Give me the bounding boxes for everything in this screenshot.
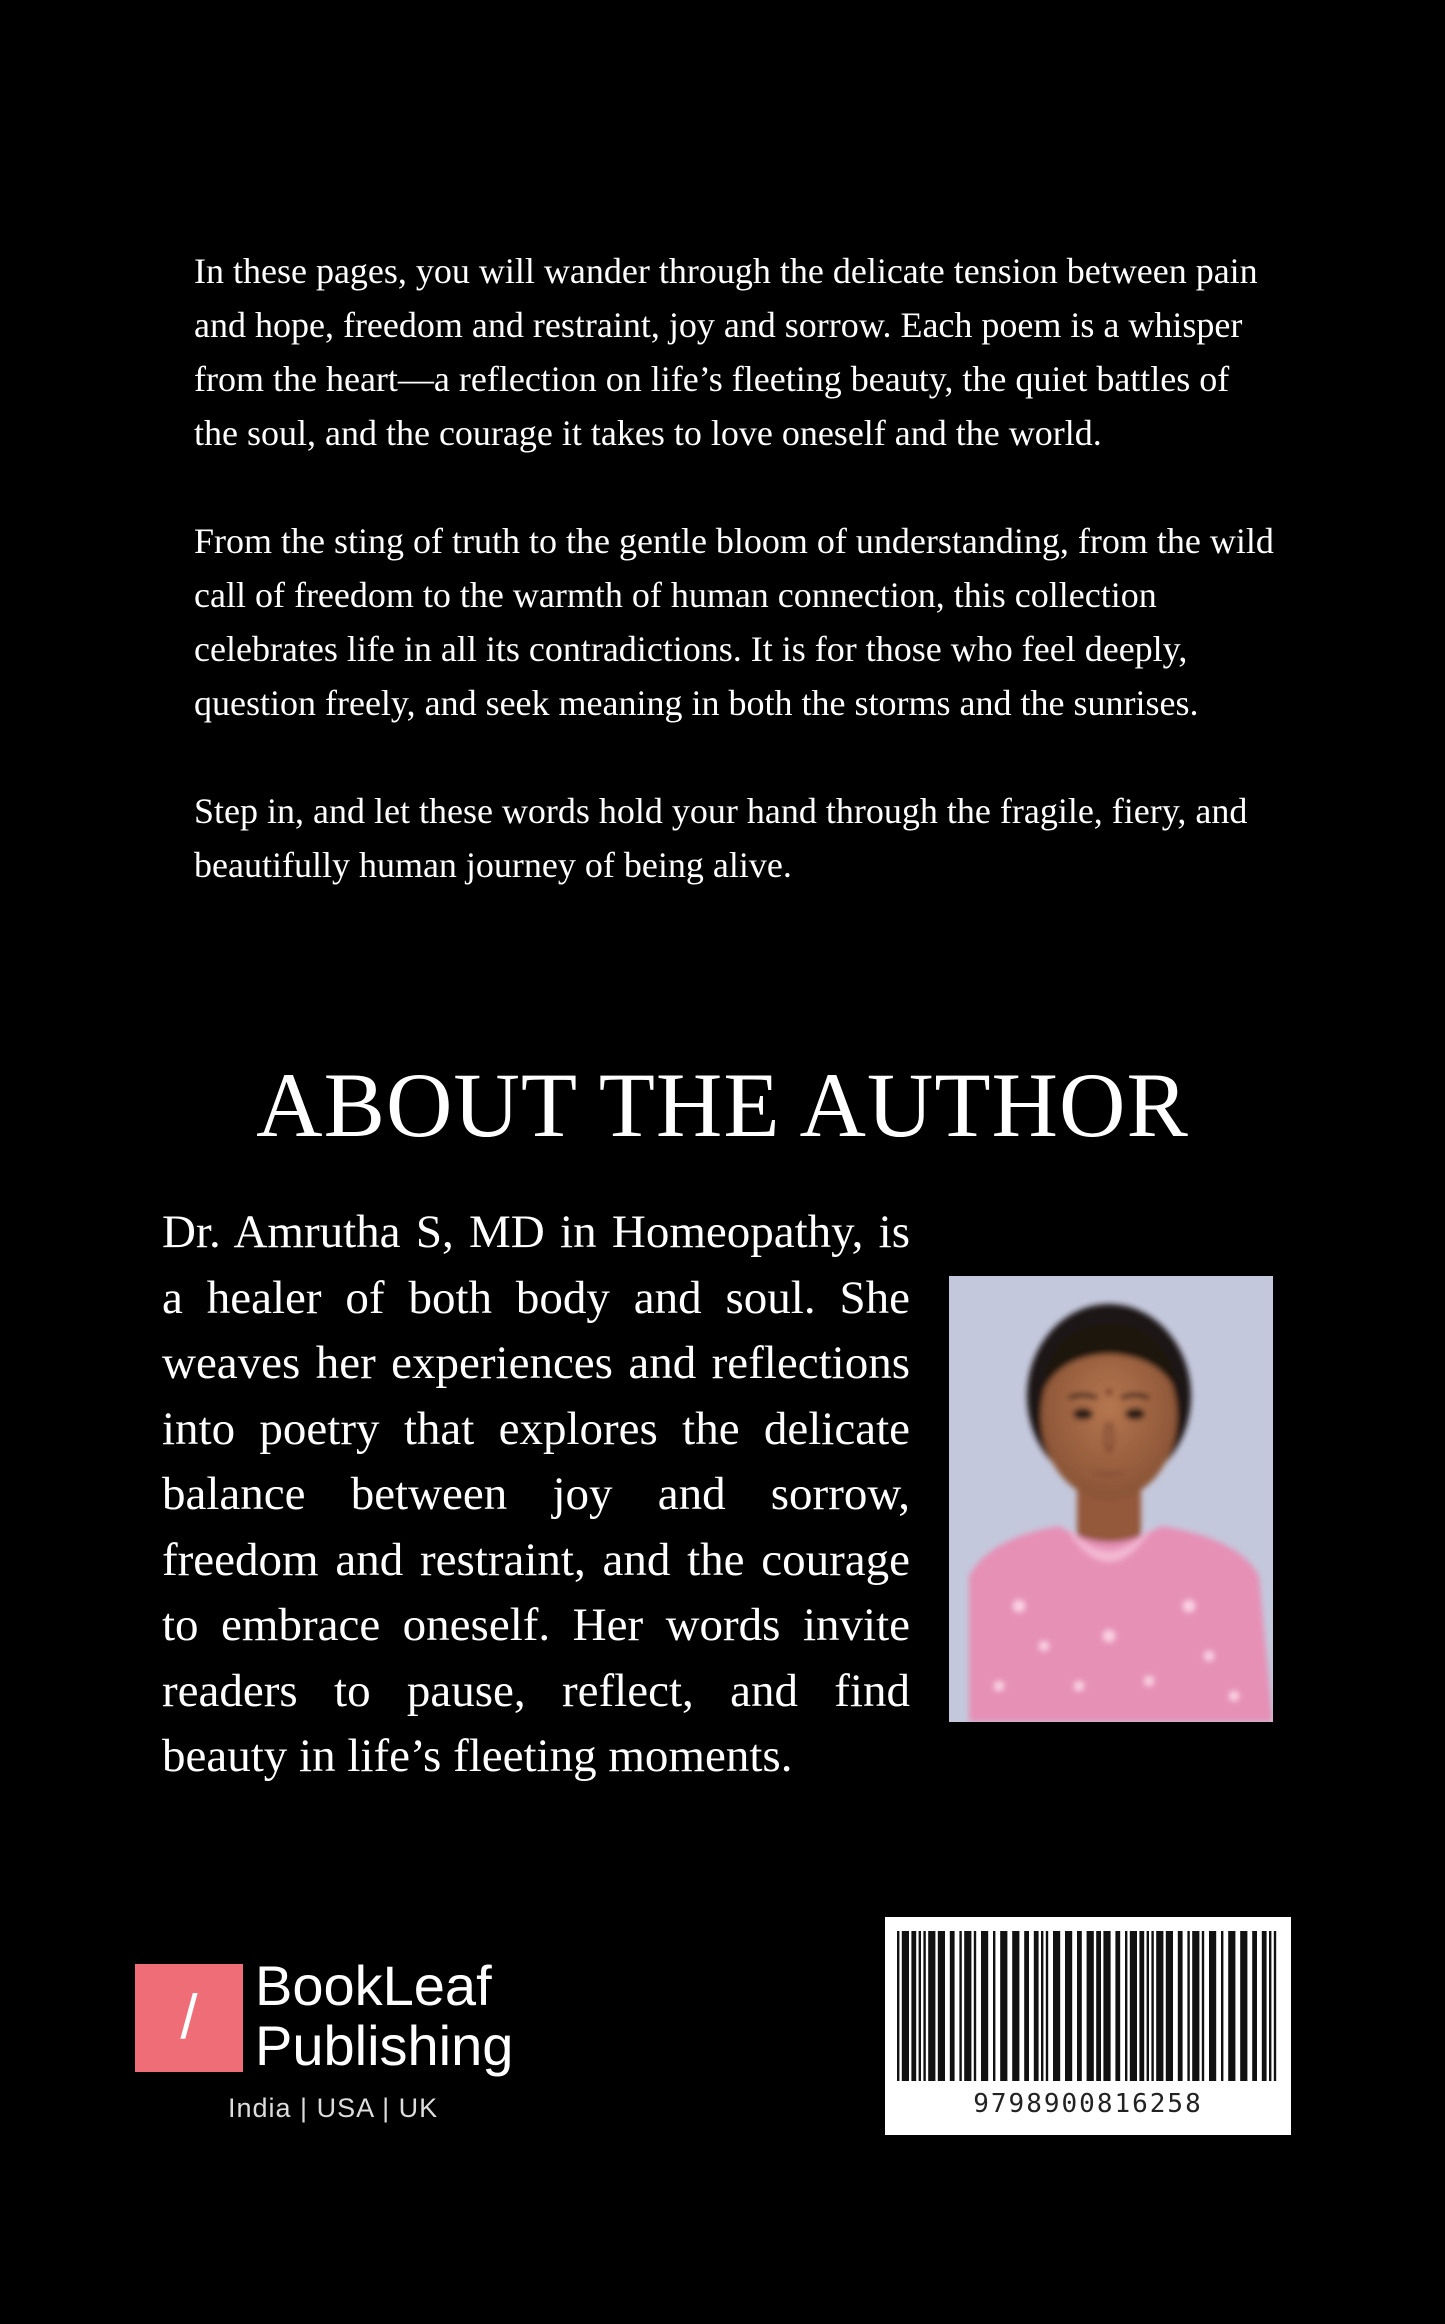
back-cover-blurb xyxy=(194,244,1274,946)
blurb-paragraph-1: In these pages, you will wander through the delicate tension between pain and hope, freedom and restraint, joy and sorrow. Each poem is a whisper from the heart—a reflection on life’s fleeting beauty, the quiet battles of the soul, and the courage it takes to love oneself and the world. xyxy=(194,251,1258,453)
barcode-bar xyxy=(959,1931,961,2081)
barcode-bar xyxy=(1077,1931,1082,2081)
author-bio: Dr. Amrutha S, MD in Homeopathy, is a healer of both body and soul. She weaves her experiences and reflections into poetry that explores the delicate balance between joy and sorrow, freedom and restraint, and the courage to embrace oneself. Her words invite readers to pause, reflect, and find beauty in life’s fleeting moments. xyxy=(162,1206,910,1782)
barcode-bar xyxy=(1065,1931,1072,2081)
barcode-bar xyxy=(1147,1931,1149,2081)
barcode-bar xyxy=(981,1931,988,2081)
barcode-bar xyxy=(1130,1931,1137,2081)
barcode-bar xyxy=(1274,1931,1276,2081)
barcode-bar xyxy=(1125,1931,1127,2081)
barcode-bar xyxy=(1228,1931,1235,2081)
barcode-bar xyxy=(950,1931,955,2081)
barcode-bar xyxy=(1202,1931,1204,2081)
barcode-bar xyxy=(1221,1931,1223,2081)
barcode-bar xyxy=(1034,1931,1039,2081)
barcode-bar xyxy=(1024,1931,1029,2081)
isbn-number: 9798900816258 xyxy=(973,2089,1203,2119)
barcode-bar xyxy=(1053,1931,1060,2081)
barcode-bar xyxy=(1046,1931,1048,2081)
blurb-paragraph-3: Step in, and let these words hold your hand through the fragile, fiery, and beautifully human journey of being alive. xyxy=(194,791,1248,885)
barcode-bar xyxy=(1240,1931,1247,2081)
barcode-bars xyxy=(897,1931,1279,2081)
about-the-author-heading: ABOUT THE AUTHOR xyxy=(256,1054,1189,1156)
slash-icon: / xyxy=(180,1983,198,2052)
barcode-bar xyxy=(923,1931,925,2081)
barcode-bar xyxy=(974,1931,976,2081)
barcode-bar xyxy=(1000,1931,1007,2081)
barcode-bar xyxy=(1151,1931,1153,2081)
publisher-logo-mark xyxy=(135,1964,243,2072)
barcode-bar xyxy=(1115,1931,1120,2081)
publisher-name-line-2: Publishing xyxy=(255,2014,514,2077)
barcode-bar xyxy=(1087,1931,1094,2081)
barcode-bar xyxy=(993,1931,995,2081)
barcode-bar xyxy=(1192,1931,1199,2081)
publisher-logo xyxy=(135,1954,555,2140)
barcode-bar xyxy=(928,1931,935,2081)
barcode-bar xyxy=(1269,1931,1271,2081)
blurb-paragraph-2: From the sting of truth to the gentle bloom of understanding, from the wild call of freedom to the warmth of human connection, this collection celebrates life in all its contradictions. It is for those who feel deeply, question freely, and seek meaning in both the storms and the sunrises. xyxy=(194,521,1274,723)
barcode-bar xyxy=(1166,1931,1173,2081)
barcode-bar xyxy=(938,1931,945,2081)
publisher-name xyxy=(255,1956,513,2076)
barcode-bar xyxy=(919,1931,921,2081)
barcode-bar xyxy=(1252,1931,1257,2081)
barcode-bar xyxy=(1103,1931,1110,2081)
barcode-bar xyxy=(897,1931,899,2081)
isbn-barcode xyxy=(885,1917,1291,2135)
barcode-bar xyxy=(1209,1931,1216,2081)
barcode-bar xyxy=(911,1931,916,2081)
barcode-bar xyxy=(964,1931,971,2081)
barcode-bar xyxy=(1012,1931,1019,2081)
author-photo xyxy=(949,1276,1273,1722)
barcode-bar xyxy=(1139,1931,1144,2081)
barcode-bar xyxy=(1096,1931,1101,2081)
barcode-bar xyxy=(902,1931,909,2081)
barcode-bar xyxy=(1262,1931,1267,2081)
barcode-bar xyxy=(1178,1931,1183,2081)
barcode-bar xyxy=(1187,1931,1189,2081)
publisher-name-line-1: BookLeaf xyxy=(255,1954,492,2017)
barcode-bar xyxy=(1041,1931,1043,2081)
barcode-bar xyxy=(1156,1931,1163,2081)
publisher-regions: India | USA | UK xyxy=(228,2093,439,2123)
